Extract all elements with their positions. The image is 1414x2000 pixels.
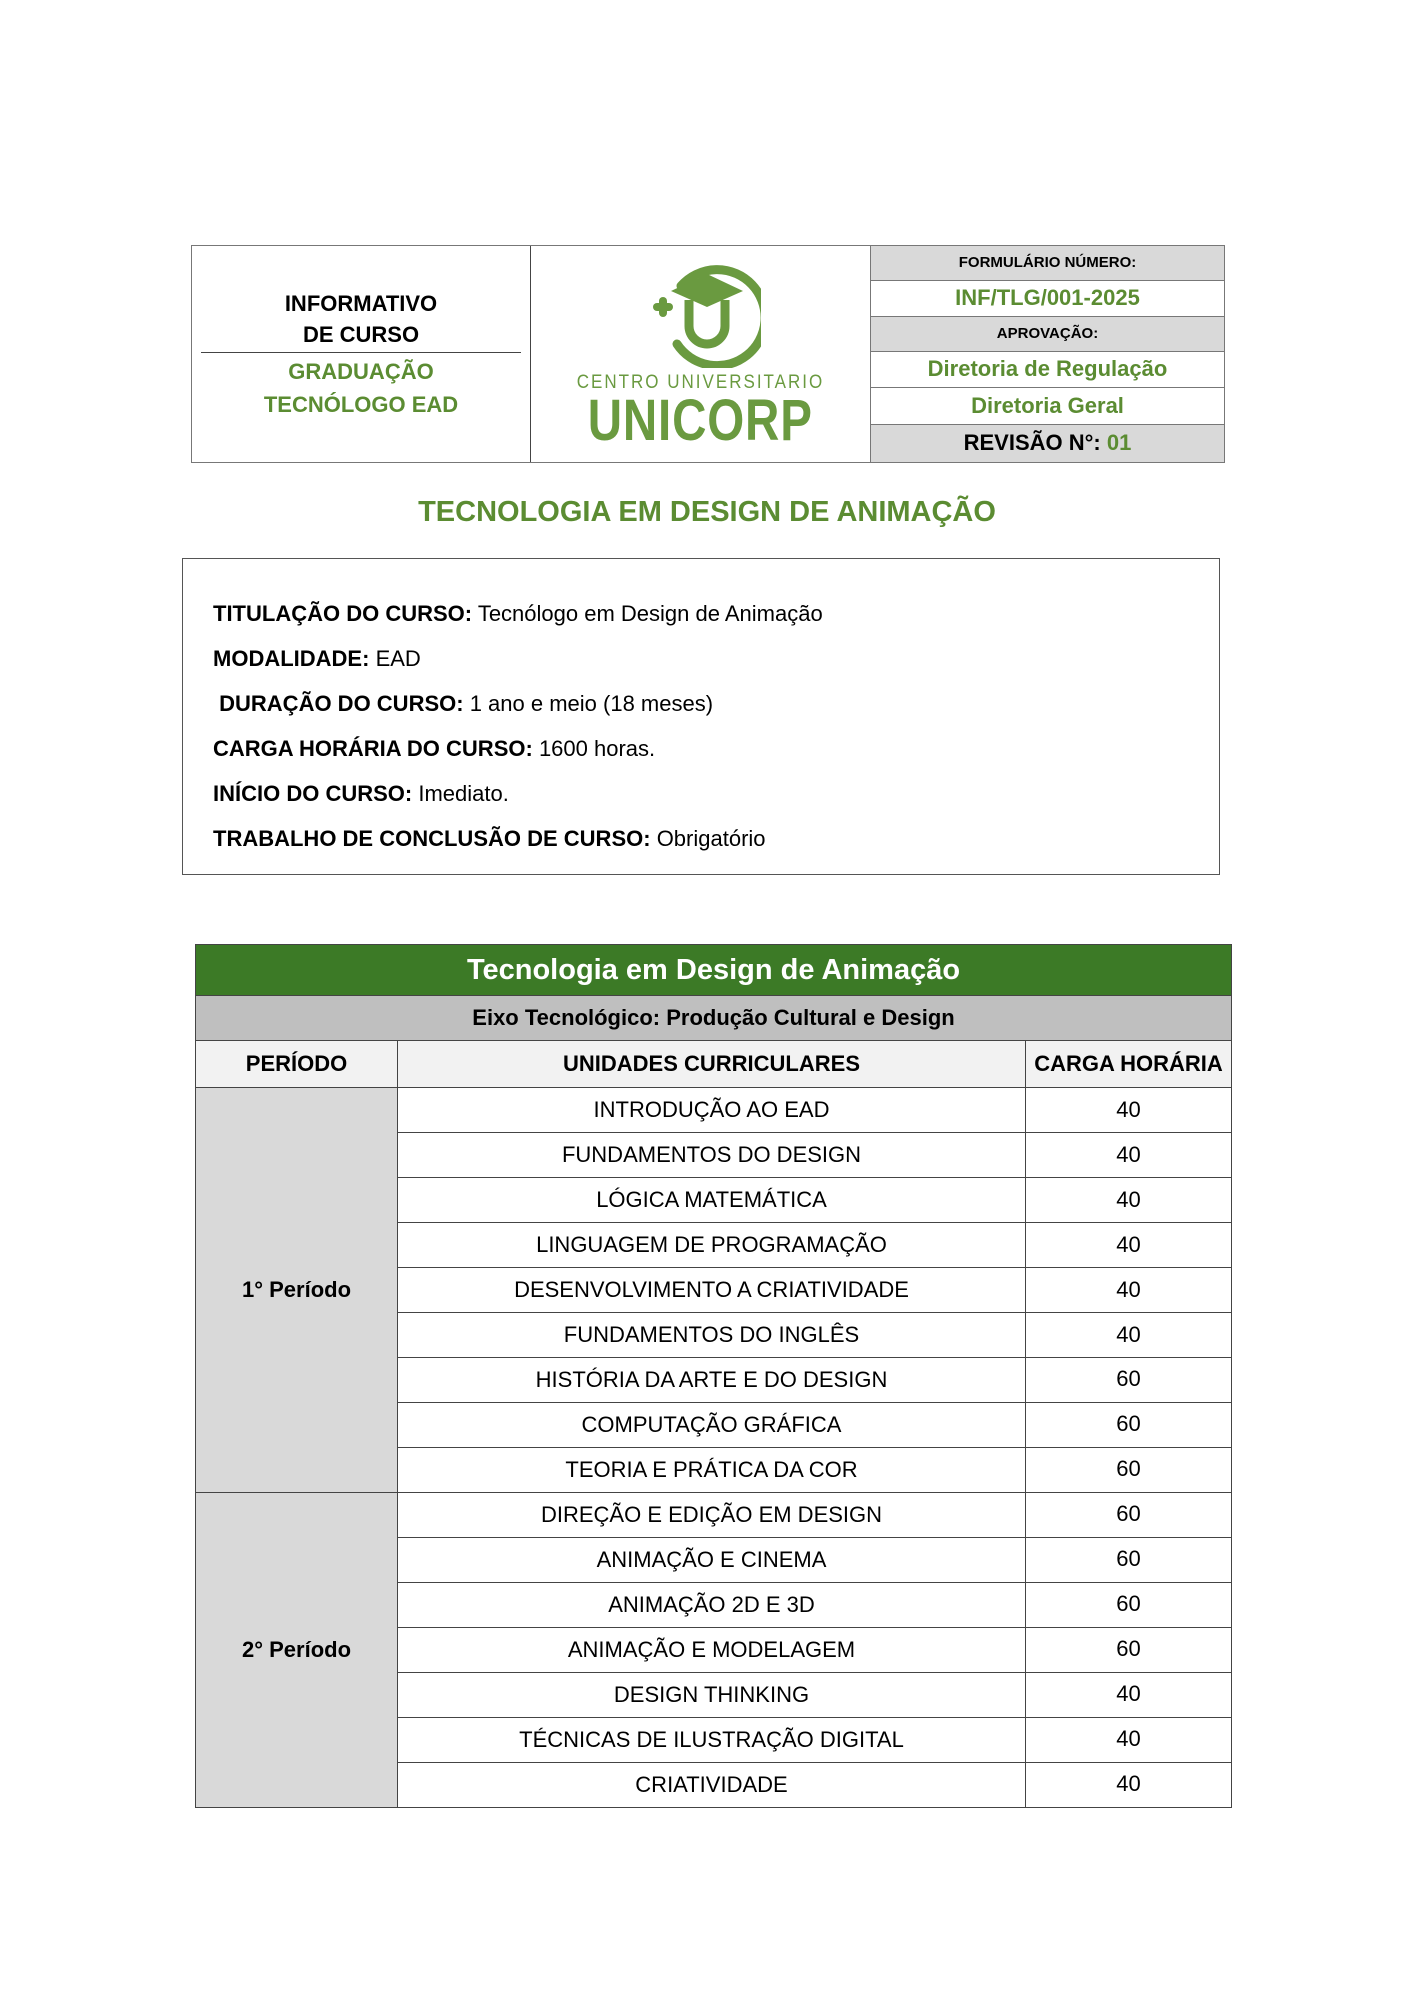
unit-name: HISTÓRIA DA ARTE E DO DESIGN [398,1358,1026,1403]
unit-name: LINGUAGEM DE PROGRAMAÇÃO [398,1223,1026,1268]
col-periodo: PERÍODO [196,1041,398,1088]
form-meta [871,246,1224,462]
divider [201,352,521,353]
unit-name: CRIATIVIDADE [398,1763,1026,1808]
unit-hours: 40 [1026,1088,1232,1133]
logo-block [531,246,871,462]
unit-hours: 40 [1026,1223,1232,1268]
info-tcc [213,816,1219,861]
document-header [191,245,1225,463]
unit-hours: 60 [1026,1583,1232,1628]
table-title: Tecnologia em Design de Animação [196,945,1232,996]
info-label: TRABALHO DE CONCLUSÃO DE CURSO: [213,826,651,851]
info-duracao [213,681,1219,726]
unit-hours: 40 [1026,1718,1232,1763]
header-tecnologo-ead: TECNÓLOGO EAD [263,391,459,417]
info-value: 1 ano e meio (18 meses) [469,691,714,716]
unit-hours: 60 [1026,1448,1232,1493]
unit-hours: 60 [1026,1403,1232,1448]
info-label: CARGA HORÁRIA DO CURSO: [213,736,533,761]
unit-hours: 40 [1026,1763,1232,1808]
unit-hours: 40 [1026,1673,1232,1718]
unit-name: TEORIA E PRÁTICA DA COR [398,1448,1026,1493]
period-2: 2° Período [196,1493,398,1808]
logo-subtitle: CENTRO UNIVERSITARIO [576,370,825,393]
unit-hours: 40 [1026,1178,1232,1223]
unit-name: DESIGN THINKING [398,1673,1026,1718]
revision-label: REVISÃO N°: [963,430,1101,456]
approval-label: APROVAÇÃO: [871,317,1224,352]
col-unidades: UNIDADES CURRICULARES [398,1041,1026,1088]
unit-hours: 60 [1026,1628,1232,1673]
unit-name: TÉCNICAS DE ILUSTRAÇÃO DIGITAL [398,1718,1026,1763]
header-course-info [192,246,531,462]
unit-name: DIREÇÃO E EDIÇÃO EM DESIGN [398,1493,1026,1538]
unit-name: ANIMAÇÃO 2D E 3D [398,1583,1026,1628]
graduation-cap-u-circle-icon [641,258,761,368]
unit-name: ANIMAÇÃO E CINEMA [398,1538,1026,1583]
unit-hours: 40 [1026,1268,1232,1313]
info-value: 1600 horas. [538,736,656,761]
col-carga: CARGA HORÁRIA [1026,1041,1232,1088]
period-1: 1° Período [196,1088,398,1493]
table-row [196,1493,1232,1538]
table-subtitle: Eixo Tecnológico: Produção Cultural e Design [196,996,1232,1041]
unit-name: ANIMAÇÃO E MODELAGEM [398,1628,1026,1673]
unit-hours: 40 [1026,1313,1232,1358]
course-info-box [182,558,1220,875]
info-titulacao [213,591,1219,636]
unit-name: FUNDAMENTOS DO INGLÊS [398,1313,1026,1358]
unit-name: DESENVOLVIMENTO A CRIATIVIDADE [398,1268,1026,1313]
header-informativo: INFORMATIVO [284,290,438,316]
header-graduacao: GRADUAÇÃO [288,358,434,384]
header-de-curso: DE CURSO [302,321,420,347]
unit-hours: 40 [1026,1133,1232,1178]
info-label: INÍCIO DO CURSO: [213,781,413,806]
table-row [196,1088,1232,1133]
info-label: TITULAÇÃO DO CURSO: [213,601,473,626]
info-value: Imediato. [418,781,509,806]
unit-name: INTRODUÇÃO AO EAD [398,1088,1026,1133]
unit-hours: 60 [1026,1358,1232,1403]
info-modalidade [213,636,1219,681]
unit-name: COMPUTAÇÃO GRÁFICA [398,1403,1026,1448]
logo-brand: UNICORP [587,388,814,453]
column-headers [196,1041,1232,1088]
info-label: DURAÇÃO DO CURSO: [219,691,464,716]
page-title: TECNOLOGIA EM DESIGN DE ANIMAÇÃO [418,496,996,528]
info-inicio [213,771,1219,816]
info-value: Obrigatório [656,826,766,851]
unit-name: LÓGICA MATEMÁTICA [398,1178,1026,1223]
unit-hours: 60 [1026,1493,1232,1538]
unit-hours: 60 [1026,1538,1232,1583]
approval-regulacao: Diretoria de Regulação [871,352,1224,389]
curriculum-table [195,944,1232,1808]
revision-value: 01 [1106,430,1132,456]
approval-geral: Diretoria Geral [871,388,1224,425]
unit-name: FUNDAMENTOS DO DESIGN [398,1133,1026,1178]
form-number: INF/TLG/001-2025 [871,281,1224,318]
info-label: MODALIDADE: [213,646,370,671]
info-value: Tecnólogo em Design de Animação [477,601,823,626]
info-value: EAD [375,646,421,671]
info-carga-horaria [213,726,1219,771]
revision [871,425,1224,462]
form-number-label: FORMULÁRIO NÚMERO: [871,246,1224,281]
